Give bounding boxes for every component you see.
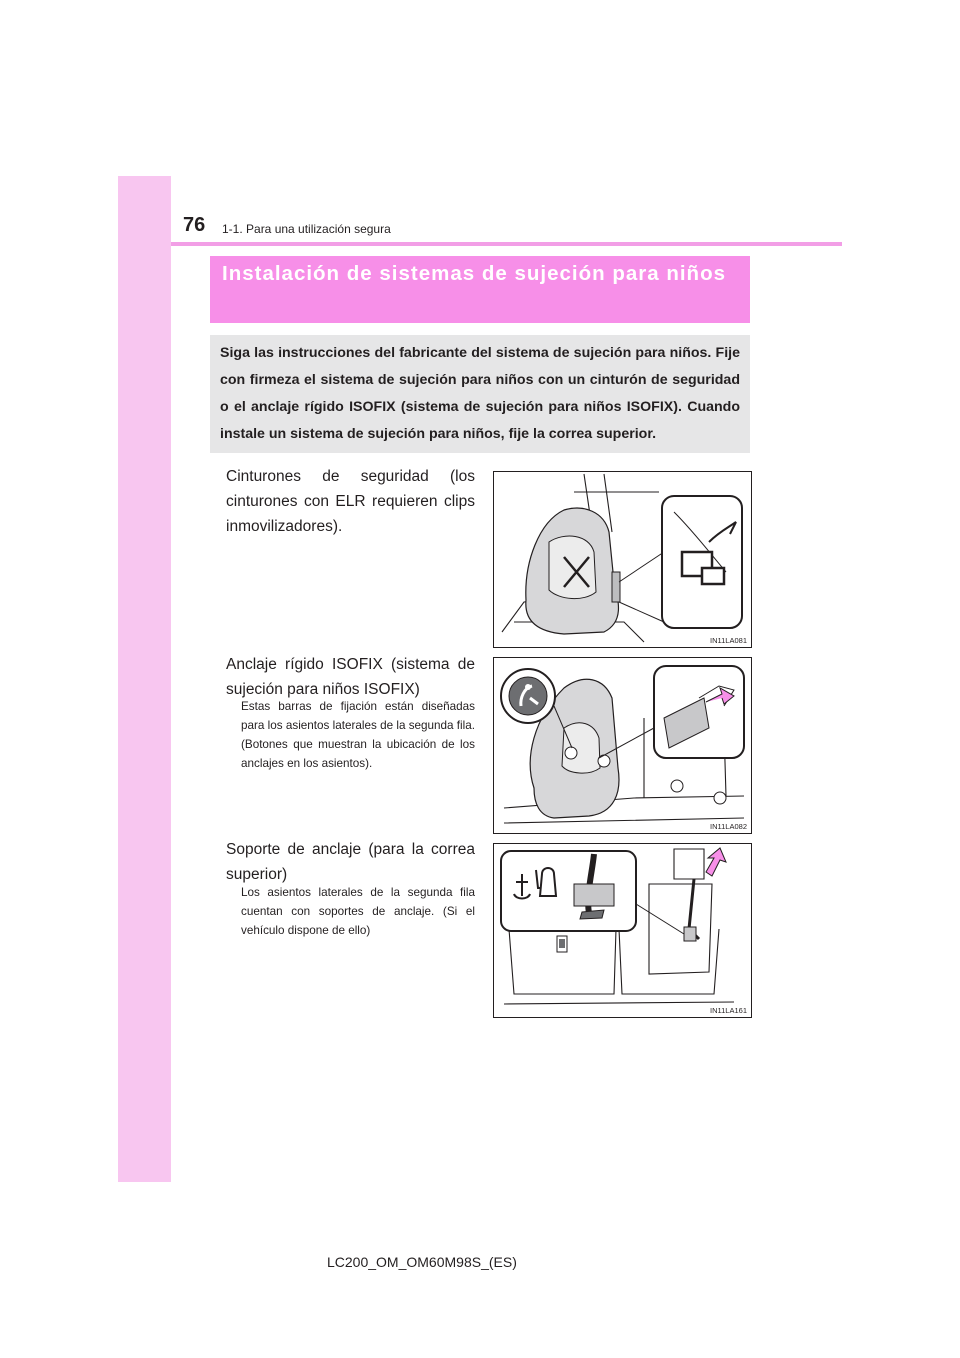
child-seat-seatbelt-illustration [494, 472, 751, 647]
figure-code: IN11LA082 [710, 822, 747, 831]
section-title: Instalación de sistemas de sujeción para niños [222, 262, 726, 285]
top-tether-figure [493, 843, 752, 1018]
section-header: 1-1. Para una utilización segura [222, 222, 391, 236]
seatbelt-figure [493, 471, 752, 648]
page-number: 76 [183, 214, 206, 236]
footer-document-code: LC200_OM_OM60M98S_(ES) [327, 1254, 517, 1270]
item-top-tether-text: Soporte de anclaje (para la correa superior) [226, 841, 475, 883]
top-tether-anchor-illustration [494, 844, 751, 1017]
section-title-box [210, 256, 750, 323]
figure-code: IN11LA161 [710, 1006, 747, 1015]
isofix-anchor-illustration [494, 658, 751, 833]
intro-box [210, 335, 750, 453]
header-rule [171, 242, 842, 246]
figure-code: IN11LA081 [710, 636, 747, 645]
isofix-figure [493, 657, 752, 834]
item-top-tether-note: Los asientos laterales de la segunda fila cuentan con soportes de anclaje. (Si el vehículo dispone de ello) [241, 886, 475, 937]
intro-text: Siga las instrucciones del fabricante del sistema de sujeción para niños. Fije con firmeza el sistema de sujeción para niños con un cinturón de seguridad o el anclaje rígido ISOFIX (sistema de sujeción para niños ISOFIX). Cuando instale un sistema de sujeción para niños, fije la correa superior. [220, 345, 740, 442]
side-margin-band [118, 176, 171, 1182]
item-isofix-text: Anclaje rígido ISOFIX (sistema de sujeción para niños ISOFIX) [226, 656, 475, 698]
item-seatbelt-text: Cinturones de seguridad (los cinturones con ELR requieren clips inmovilizadores). [226, 468, 475, 535]
item-isofix-note: Estas barras de fijación están diseñadas para los asientos laterales de la segunda fila. (Botones que muestran la ubicación de los anclajes en los asientos). [241, 700, 475, 770]
